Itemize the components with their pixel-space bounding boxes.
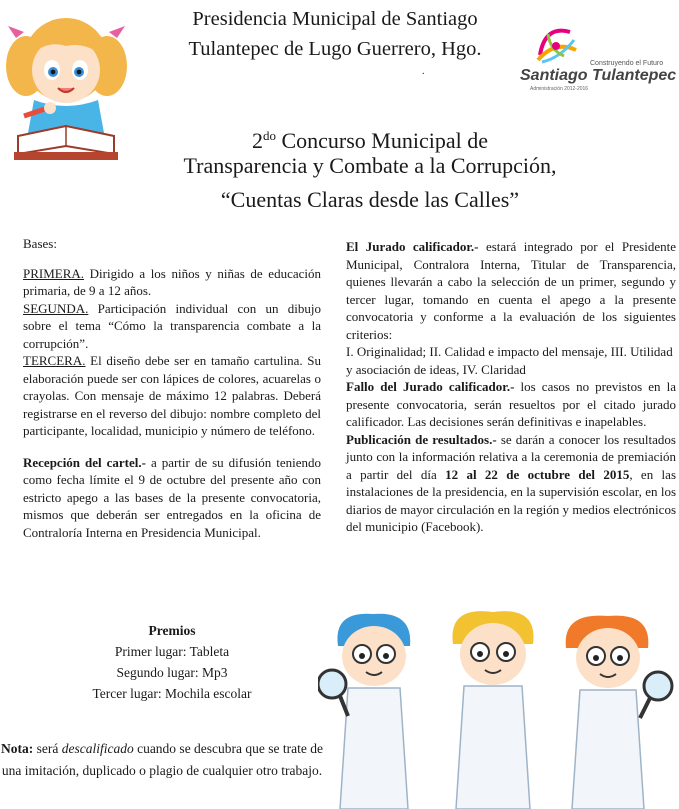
primera-label: PRIMERA. (23, 265, 85, 281)
note-label: Nota: (0, 741, 34, 756)
recepcion-paragraph (23, 454, 321, 542)
title-ordinal: 2 (251, 128, 263, 153)
contest-title-line1 (120, 122, 620, 155)
fallo-paragraph (346, 378, 676, 431)
kid-orange-hair-icon (566, 616, 672, 809)
logo-tagline: Construyendo el Futuro (590, 60, 664, 67)
tercera-label: TERCERA. (23, 353, 86, 368)
logo-sub: Administración 2012-2016 (530, 86, 589, 92)
base-segunda (23, 300, 321, 353)
base-tercera (23, 352, 321, 440)
publicacion-paragraph (346, 431, 676, 536)
primera-text: Dirigido a los niños y niñas de educación primaria, de 9 a 12 años. (23, 265, 321, 298)
municipality-title-line1: Presidencia Municipal de Santiago (192, 8, 478, 30)
jurado-paragraph (346, 238, 676, 343)
logo-name: Santiago Tulantepec (520, 67, 677, 84)
jurado-label: El Jurado calificador.- (346, 239, 479, 254)
publicacion-text2: , en las instalaciones de la presidencia, en la supervisión escolar, en los diarios de mayor circulación en la región y medios electrónicos del municipio (Facebook). (346, 466, 676, 534)
contest-title-line3: “Cuentas Claras desde las Calles” (220, 187, 520, 212)
fallo-text: los casos no previstos en la presente convocatoria, serán resueltos por el citado jurado calificador. Las decisiones serán definitivas e inapelables. (346, 379, 676, 429)
note-text1: será (33, 741, 62, 756)
segunda-text: Participación individual con un dibujo sobre el tema “Cómo la transparencia combate a la corrupción”. (23, 300, 321, 351)
tercera-text: El diseño debe ser en tamaño cartulina. Su elaboración puede ser con lápices de colores, acuarelas o crayolas. Con mensaje de máximo 12 palabras. Deberá registrarse en el reverso del dibujo: nombre completo del participante, localidad, municipio y número de teléfono. (23, 353, 321, 438)
segunda-label: SEGUNDA. (23, 300, 89, 316)
fallo-label: Fallo del Jurado calificador.- (346, 379, 515, 394)
contest-title-line2: Transparencia y Combate a la Corrupción, (183, 153, 557, 178)
publicacion-text1: se darán a conocer los resultados junto con la información relativa a la ceremonia de premiación a partir del día (346, 431, 676, 482)
left-column (23, 235, 321, 541)
jurado-text: estará integrado por el Presidente Municipal, Contralora Interna, Titular de Transparencia, quienes llevarán a cabo la selección de un primer, segundo y tercer lugar, tomando en cuenta el apego a la presente convocatoria y conforme a la evaluación de los siguientes criterios: (346, 239, 676, 342)
girl-reading-illustration (4, 4, 129, 162)
kid-yellow-hair-icon (453, 611, 534, 809)
right-column (346, 238, 676, 536)
recepcion-label: Recepción del cartel.- (23, 454, 146, 470)
prizes-title: Premios (148, 623, 196, 638)
publicacion-dates: 12 al 22 de octubre del 2015 (445, 466, 630, 482)
prize-third: Tercer lugar: Mochila escolar (92, 686, 252, 701)
kid-blue-hair-icon (318, 614, 410, 809)
recepcion-text: a partir de su difusión teniendo como fecha límite el 9 de octubre del presente año con estricto apego a las bases de la presente convocatoria, mismos que deberán ser entregados en la oficina de Contraloría Interna en Presidencia Municipal. (23, 454, 321, 540)
disqualification-note (0, 738, 324, 782)
prize-second: Segundo lugar: Mp3 (116, 665, 228, 680)
criterios-paragraph: I. Originalidad; II. Calidad e impacto del mensaje, III. Utilidad y asociación de ideas, IV. Claridad (346, 344, 673, 377)
header-dot: . (422, 66, 425, 77)
municipality-title-line2: Tulantepec de Lugo Guerrero, Hgo. (188, 38, 482, 60)
bases-heading: Bases: (23, 236, 57, 251)
prize-first: Primer lugar: Tableta (114, 644, 230, 659)
publicacion-label: Publicación de resultados.- (346, 431, 497, 447)
base-primera (23, 265, 321, 300)
note-italic: descalificado (61, 741, 134, 756)
kids-detectives-illustration (318, 606, 679, 809)
title-ordinal-sup: do (262, 128, 276, 143)
note-text2: cuando se descubra que se trate de una imitación, duplicado o plagio de cualquier otro trabajo. (1, 741, 323, 778)
prizes-section (23, 620, 321, 704)
title-line1-rest: Concurso Municipal de (275, 128, 489, 153)
santiago-tulantepec-logo (520, 20, 677, 95)
